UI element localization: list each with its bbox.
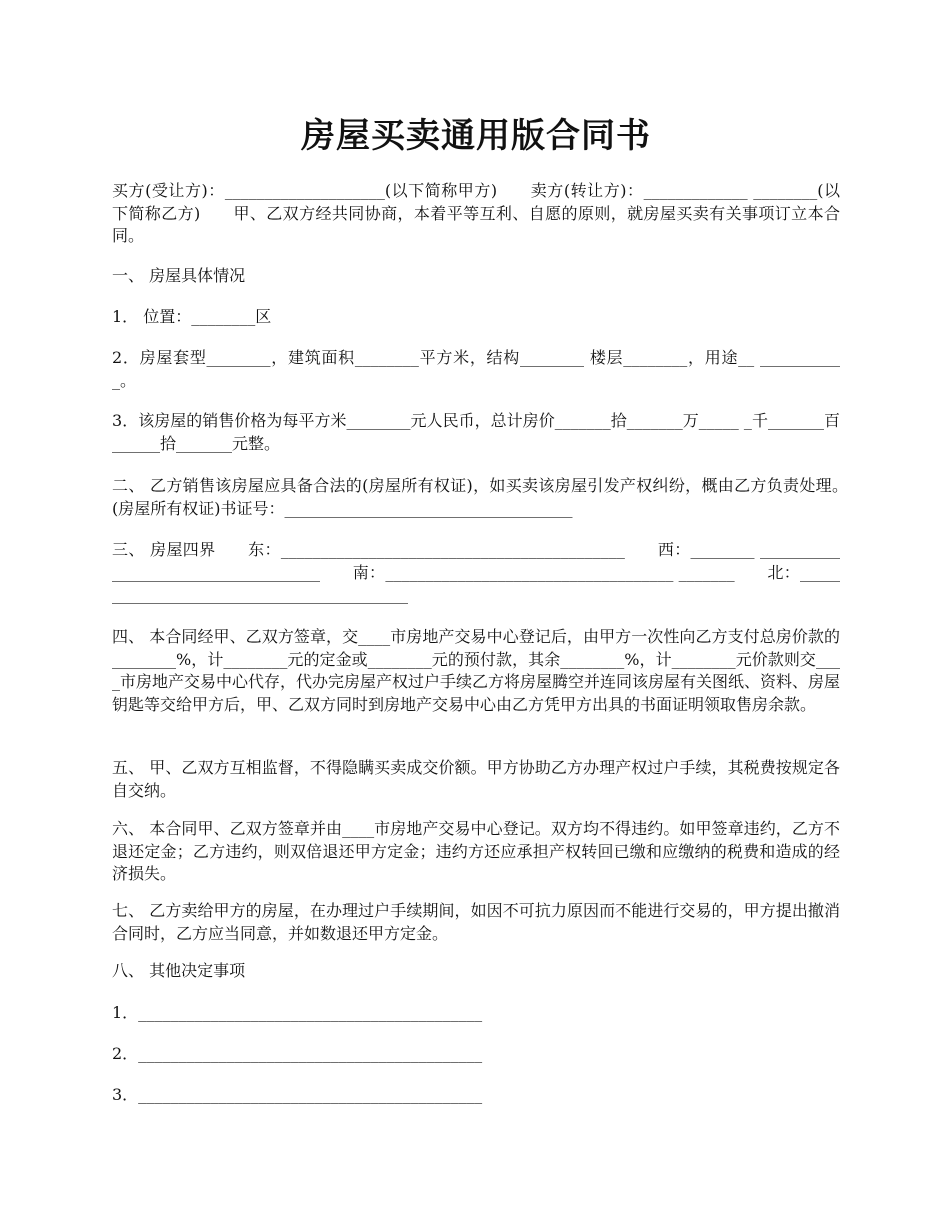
section-2-ownership: 二、 乙方销售该房屋应具备合法的(房屋所有权证)，如买卖该房屋引发产权纠纷，概由乙方负责处理。 (房屋所有权证)书证号：____________________________________ <box>112 476 873 518</box>
other-item-3: 3．___________________________________________ <box>112 1085 483 1104</box>
section-8-heading: 八、 其他决定事项 <box>112 961 246 980</box>
section-3-boundaries: 三、 房屋四界 东：___________________________________________ 西：________ ____________________________________ 南：____________________________________ _______ 北：__________________________________________ <box>112 540 840 604</box>
parties-paragraph: 买方(受让方)：____________________(以下简称甲方) 卖方(转让方)：_____________ ________(以下简称乙方) 甲、乙双方经共同协商，本着平等互利、自愿的原则，就房屋买卖有关事项订立本合同。 <box>112 181 840 245</box>
item-1-location: 1． 位置：________区 <box>112 307 272 326</box>
other-item-2: 2．___________________________________________ <box>112 1044 483 1063</box>
section-4-payment: 四、 本合同经甲、乙双方签章，交____市房地产交易中心登记后，由甲方一次性向乙方支付总房价款的________%，计________元的定金或________元的预付款，其余________%，计________元价款则交____市房地产交易中心代存，代办完房屋产权过户手续乙方将房屋腾空并连同该房屋有关图纸、资料、房屋钥匙等交给甲方后，甲、乙双方同时到房地产交易中心由乙方凭甲方出具的书面证明领取售房余款。 <box>112 627 841 714</box>
other-item-1: 1．___________________________________________ <box>112 1003 483 1022</box>
section-5-supervision: 五、 甲、乙双方互相监督，不得隐瞒买卖成交价额。甲方协助乙方办理产权过户手续，其税费按规定各自交纳。 <box>112 758 840 800</box>
section-7-force-majeure: 七、 乙方卖给甲方的房屋，在办理过户手续期间，如因不可抗力原因而不能进行交易的，甲方提出撤消合同时，乙方应当同意，并如数退还甲方定金。 <box>112 901 840 943</box>
section-6-registration: 六、 本合同甲、乙双方签章并由____市房地产交易中心登记。双方均不得违约。如甲签章违约，乙方不退还定金；乙方违约，则双倍退还甲方定金；违约方还应承担产权转回已缴和应缴纳的税费和造成的经济损失。 <box>112 819 840 883</box>
section-1-heading: 一、 房屋具体情况 <box>112 266 246 285</box>
document-title: 房屋买卖通用版合同书 <box>301 116 651 156</box>
item-2-house-type: 2．房屋套型________，建筑面积________平方米，结构________ 楼层________，用途__ ___________。 <box>112 348 840 390</box>
item-3-price: 3．该房屋的销售价格为每平方米________元人民币，总计房价_______拾_______万_____ _千_______百______拾_______元整。 <box>112 411 840 453</box>
